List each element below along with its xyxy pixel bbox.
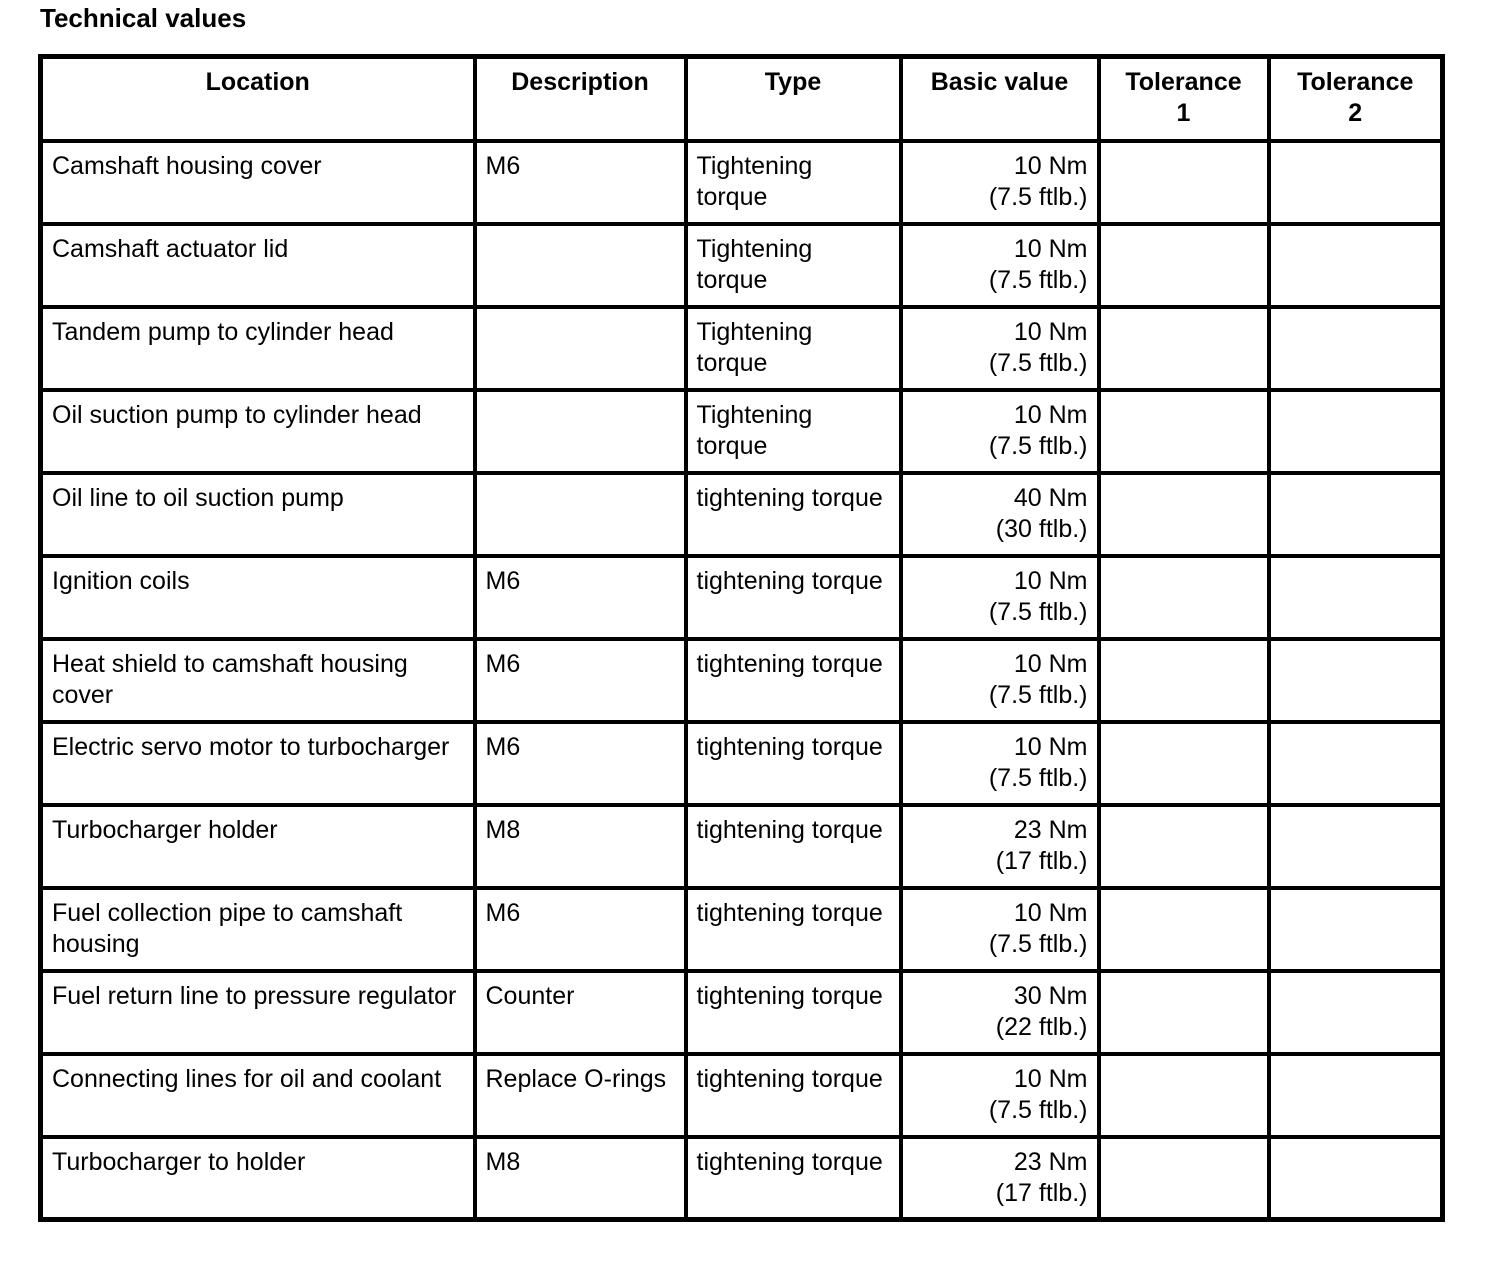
value-ftlb: (7.5 ftlb.) — [988, 1095, 1088, 1124]
table-row — [41, 971, 1443, 1054]
cell-tolerance-2 — [1269, 971, 1443, 1054]
cell-location: Camshaft actuator lid — [41, 224, 475, 307]
cell-type: tightening torque — [686, 473, 901, 556]
header-tolerance-1-word: Tolerance — [1125, 68, 1242, 96]
cell-tolerance-2 — [1269, 805, 1443, 888]
table-row — [41, 722, 1443, 805]
cell-tolerance-1 — [1099, 971, 1269, 1054]
cell-description: M6 — [475, 888, 686, 971]
value-ftlb: (17 ftlb.) — [995, 846, 1088, 875]
cell-type: tightening torque — [686, 1137, 901, 1220]
header-description: Description — [475, 57, 686, 141]
cell-location: Ignition coils — [41, 556, 475, 639]
cell-description: Replace O-rings — [475, 1054, 686, 1137]
cell-location: Turbocharger to holder — [41, 1137, 475, 1220]
cell-tolerance-1 — [1099, 1137, 1269, 1220]
value-nm: 10 Nm — [1013, 898, 1088, 927]
cell-tolerance-2 — [1269, 307, 1443, 390]
cell-location: Oil suction pump to cylinder head — [41, 390, 475, 473]
cell-tolerance-2 — [1269, 888, 1443, 971]
table-row — [41, 805, 1443, 888]
table-row — [41, 390, 1443, 473]
table-header-row — [41, 57, 1443, 141]
value-ftlb: (30 ftlb.) — [995, 514, 1088, 543]
cell-tolerance-2 — [1269, 722, 1443, 805]
cell-basic-value — [901, 639, 1099, 722]
cell-type: Tightening torque — [686, 224, 901, 307]
cell-tolerance-2 — [1269, 141, 1443, 224]
cell-description: M6 — [475, 639, 686, 722]
cell-description — [475, 390, 686, 473]
cell-type: tightening torque — [686, 722, 901, 805]
header-type: Type — [686, 57, 901, 141]
header-tolerance-2-word: Tolerance — [1297, 68, 1414, 96]
value-ftlb: (7.5 ftlb.) — [988, 431, 1088, 460]
value-ftlb: (7.5 ftlb.) — [988, 680, 1088, 709]
cell-basic-value — [901, 556, 1099, 639]
cell-tolerance-1 — [1099, 556, 1269, 639]
table-body — [41, 141, 1443, 1220]
cell-basic-value — [901, 1054, 1099, 1137]
technical-values-table — [38, 54, 1445, 1222]
value-nm: 10 Nm — [1013, 234, 1088, 263]
header-tolerance-1-number: 1 — [1176, 99, 1191, 127]
table-row — [41, 556, 1443, 639]
value-nm: 40 Nm — [1013, 483, 1088, 512]
cell-basic-value — [901, 307, 1099, 390]
table-row — [41, 639, 1443, 722]
cell-tolerance-1 — [1099, 473, 1269, 556]
cell-type: tightening torque — [686, 1054, 901, 1137]
cell-tolerance-1 — [1099, 307, 1269, 390]
cell-description: M6 — [475, 556, 686, 639]
cell-type: Tightening torque — [686, 390, 901, 473]
table-row — [41, 1054, 1443, 1137]
value-nm: 10 Nm — [1013, 400, 1088, 429]
table-row — [41, 307, 1443, 390]
cell-description: M8 — [475, 1137, 686, 1220]
cell-basic-value — [901, 1137, 1099, 1220]
value-nm: 23 Nm — [1013, 1147, 1088, 1176]
value-ftlb: (7.5 ftlb.) — [988, 929, 1088, 958]
cell-location: Tandem pump to cylinder head — [41, 307, 475, 390]
cell-description — [475, 473, 686, 556]
cell-location: Turbocharger holder — [41, 805, 475, 888]
cell-basic-value — [901, 390, 1099, 473]
cell-type: tightening torque — [686, 805, 901, 888]
cell-tolerance-1 — [1099, 805, 1269, 888]
table-row — [41, 473, 1443, 556]
header-tolerance-2 — [1269, 57, 1443, 141]
cell-location: Camshaft housing cover — [41, 141, 475, 224]
cell-tolerance-1 — [1099, 888, 1269, 971]
cell-tolerance-2 — [1269, 556, 1443, 639]
header-basic-value: Basic value — [901, 57, 1099, 141]
cell-tolerance-2 — [1269, 639, 1443, 722]
cell-location: Oil line to oil suction pump — [41, 473, 475, 556]
cell-basic-value — [901, 224, 1099, 307]
cell-basic-value — [901, 888, 1099, 971]
table-row — [41, 1137, 1443, 1220]
cell-description — [475, 307, 686, 390]
cell-type: tightening torque — [686, 971, 901, 1054]
cell-basic-value — [901, 722, 1099, 805]
cell-tolerance-1 — [1099, 224, 1269, 307]
value-nm: 10 Nm — [1013, 317, 1088, 346]
cell-basic-value — [901, 473, 1099, 556]
value-ftlb: (7.5 ftlb.) — [988, 348, 1088, 377]
cell-tolerance-1 — [1099, 390, 1269, 473]
cell-description: M6 — [475, 722, 686, 805]
cell-basic-value — [901, 805, 1099, 888]
cell-description — [475, 224, 686, 307]
cell-type: tightening torque — [686, 639, 901, 722]
cell-tolerance-1 — [1099, 1054, 1269, 1137]
table-row — [41, 224, 1443, 307]
cell-type: tightening torque — [686, 556, 901, 639]
value-ftlb: (7.5 ftlb.) — [988, 182, 1088, 211]
cell-description: Counter — [475, 971, 686, 1054]
table-row — [41, 888, 1443, 971]
value-nm: 10 Nm — [1013, 732, 1088, 761]
value-ftlb: (17 ftlb.) — [995, 1178, 1088, 1207]
cell-tolerance-1 — [1099, 141, 1269, 224]
cell-location: Fuel return line to pressure regulator — [41, 971, 475, 1054]
page-title: Technical values — [40, 3, 247, 33]
cell-tolerance-1 — [1099, 722, 1269, 805]
cell-tolerance-2 — [1269, 390, 1443, 473]
value-nm: 10 Nm — [1013, 566, 1088, 595]
header-tolerance-1 — [1099, 57, 1269, 141]
value-nm: 30 Nm — [1013, 981, 1088, 1010]
cell-description: M8 — [475, 805, 686, 888]
cell-tolerance-2 — [1269, 1054, 1443, 1137]
cell-tolerance-1 — [1099, 639, 1269, 722]
cell-location: Heat shield to camshaft housing cover — [41, 639, 475, 722]
cell-basic-value — [901, 971, 1099, 1054]
value-ftlb: (7.5 ftlb.) — [988, 763, 1088, 792]
cell-tolerance-2 — [1269, 473, 1443, 556]
value-nm: 23 Nm — [1013, 815, 1088, 844]
cell-tolerance-2 — [1269, 1137, 1443, 1220]
table-row — [41, 141, 1443, 224]
cell-type: Tightening torque — [686, 307, 901, 390]
cell-basic-value — [901, 141, 1099, 224]
cell-type: tightening torque — [686, 888, 901, 971]
value-nm: 10 Nm — [1013, 1064, 1088, 1093]
cell-location: Connecting lines for oil and coolant — [41, 1054, 475, 1137]
value-ftlb: (7.5 ftlb.) — [988, 265, 1088, 294]
header-tolerance-2-number: 2 — [1348, 99, 1363, 127]
cell-tolerance-2 — [1269, 224, 1443, 307]
value-ftlb: (22 ftlb.) — [995, 1012, 1088, 1041]
value-nm: 10 Nm — [1013, 649, 1088, 678]
cell-type: Tightening torque — [686, 141, 901, 224]
header-location: Location — [41, 57, 475, 141]
value-nm: 10 Nm — [1013, 151, 1088, 180]
value-ftlb: (7.5 ftlb.) — [988, 597, 1088, 626]
cell-description: M6 — [475, 141, 686, 224]
cell-location: Fuel collection pipe to camshaft housing — [41, 888, 475, 971]
cell-location: Electric servo motor to turbocharger — [41, 722, 475, 805]
